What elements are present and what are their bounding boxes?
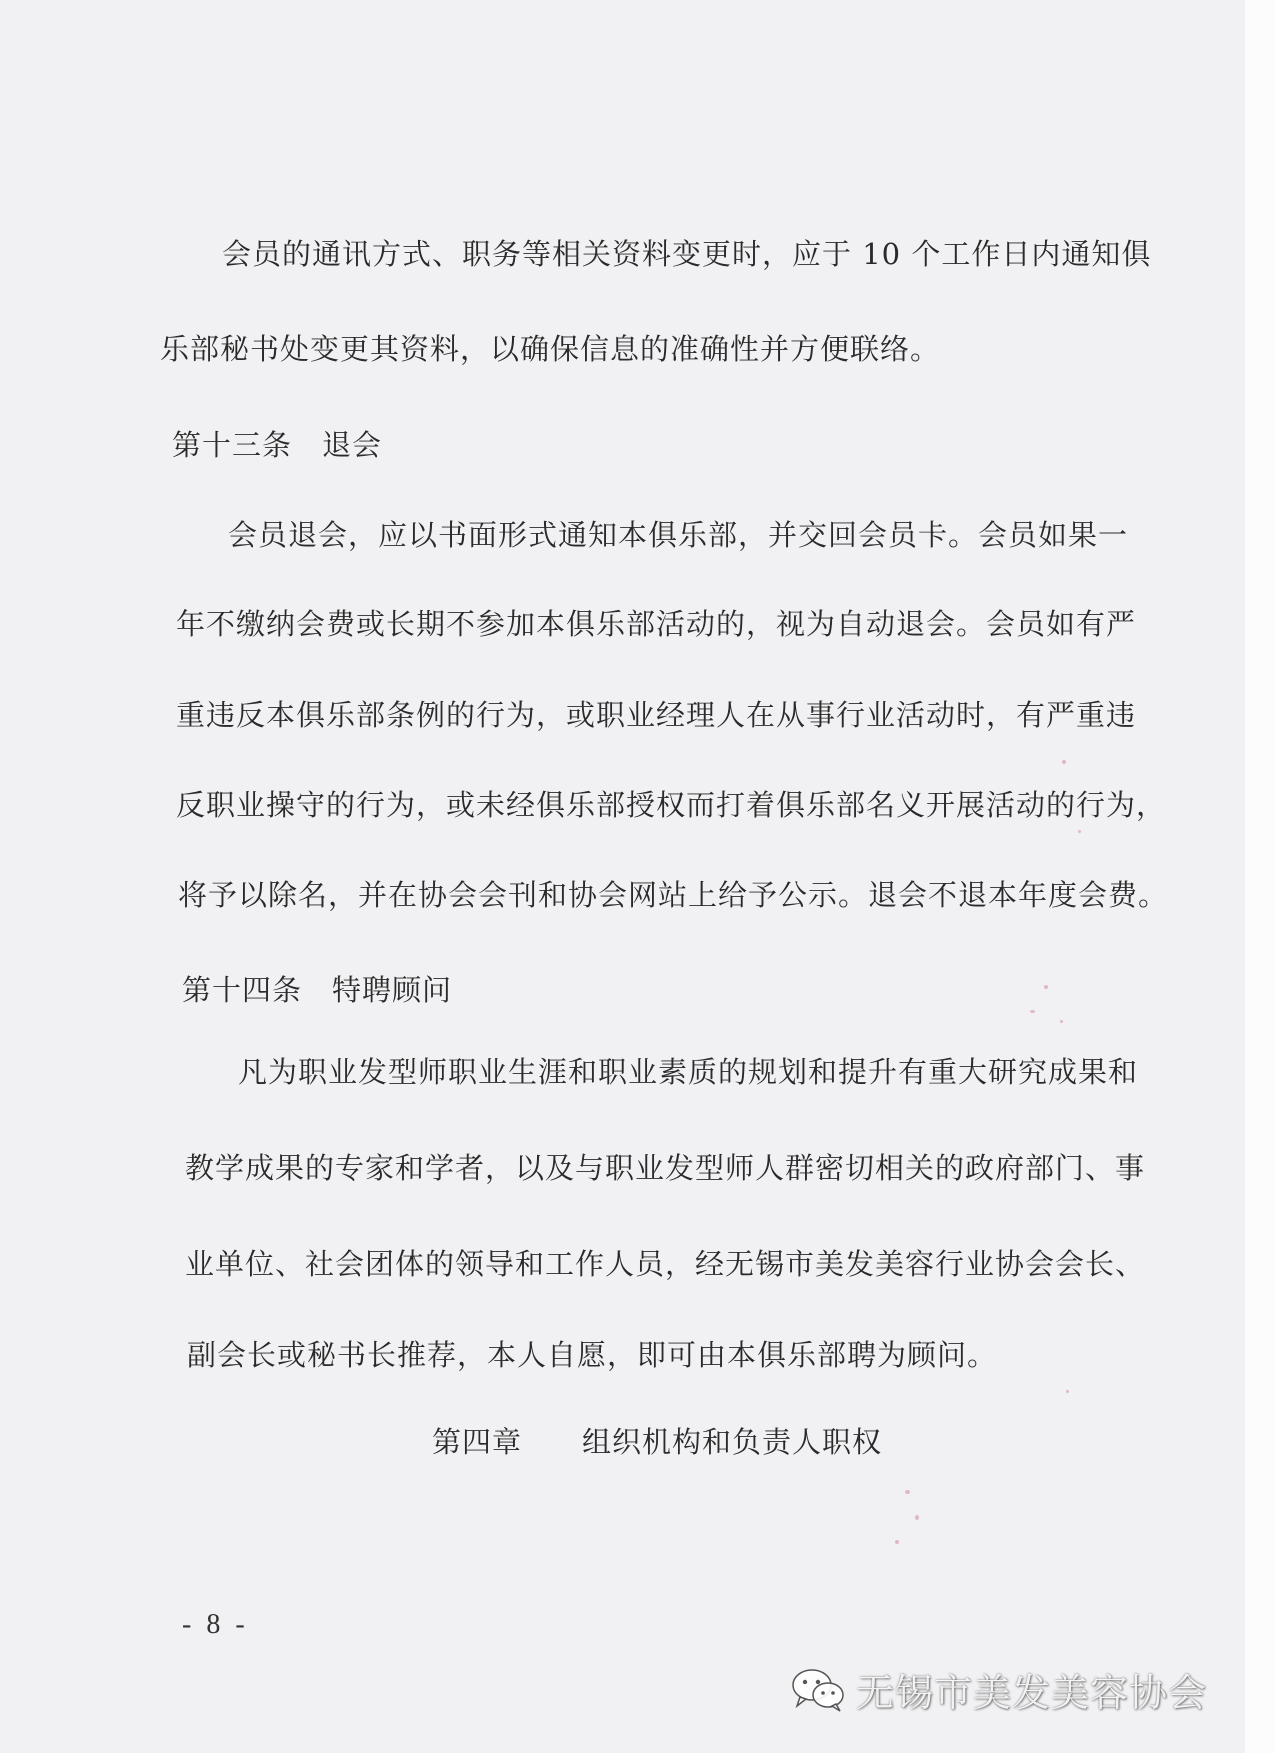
stamp-speck bbox=[1044, 985, 1048, 989]
stamp-speck bbox=[915, 1515, 919, 1520]
body-line-13: 副会长或秘书长推荐，本人自愿，即可由本俱乐部聘为顾问。 bbox=[187, 1338, 998, 1372]
body-line-1: 会员的通讯方式、职务等相关资料变更时，应于 10 个工作日内通知俱 bbox=[222, 237, 1152, 271]
article-13-heading: 第十三条 退会 bbox=[172, 428, 383, 462]
body-line-5: 年不缴纳会费或长期不参加本俱乐部活动的，视为自动退会。会员如有严 bbox=[176, 607, 1137, 641]
wechat-watermark bbox=[790, 1662, 1207, 1716]
stamp-speck bbox=[905, 1490, 910, 1494]
stamp-speck bbox=[1060, 1020, 1063, 1023]
body-line-11: 教学成果的专家和学者，以及与职业发型师人群密切相关的政府部门、事 bbox=[185, 1151, 1146, 1185]
chapter-4-heading: 第四章 组织机构和负责人职权 bbox=[432, 1425, 883, 1459]
body-line-4: 会员退会，应以书面形式通知本俱乐部，并交回会员卡。会员如果一 bbox=[228, 518, 1129, 552]
stamp-speck bbox=[1062, 760, 1066, 764]
page-number: - 8 - bbox=[182, 1609, 249, 1640]
wechat-icon bbox=[790, 1666, 848, 1712]
stamp-speck bbox=[895, 1540, 899, 1544]
body-line-12: 业单位、社会团体的领导和工作人员，经无锡市美发美容行业协会会长、 bbox=[185, 1247, 1146, 1281]
body-line-7: 反职业操守的行为，或未经俱乐部授权而打着俱乐部名义开展活动的行为， bbox=[176, 788, 1167, 822]
article-14-heading: 第十四条 特聘顾问 bbox=[182, 973, 453, 1007]
stamp-speck bbox=[1078, 830, 1081, 833]
scan-edge bbox=[1245, 0, 1275, 1753]
stamp-speck bbox=[1066, 1390, 1069, 1393]
body-line-8: 将予以除名，并在协会会刊和协会网站上给予公示。退会不退本年度会费。 bbox=[178, 878, 1169, 912]
watermark-text: 无锡市美发美容协会 bbox=[856, 1670, 1208, 1715]
body-line-2: 乐部秘书处变更其资料，以确保信息的准确性并方便联络。 bbox=[160, 332, 941, 366]
stamp-speck bbox=[1030, 1010, 1035, 1013]
body-line-6: 重违反本俱乐部条例的行为，或职业经理人在从事行业活动时，有严重违 bbox=[176, 698, 1137, 732]
body-line-10: 凡为职业发型师职业生涯和职业素质的规划和提升有重大研究成果和 bbox=[238, 1055, 1139, 1089]
